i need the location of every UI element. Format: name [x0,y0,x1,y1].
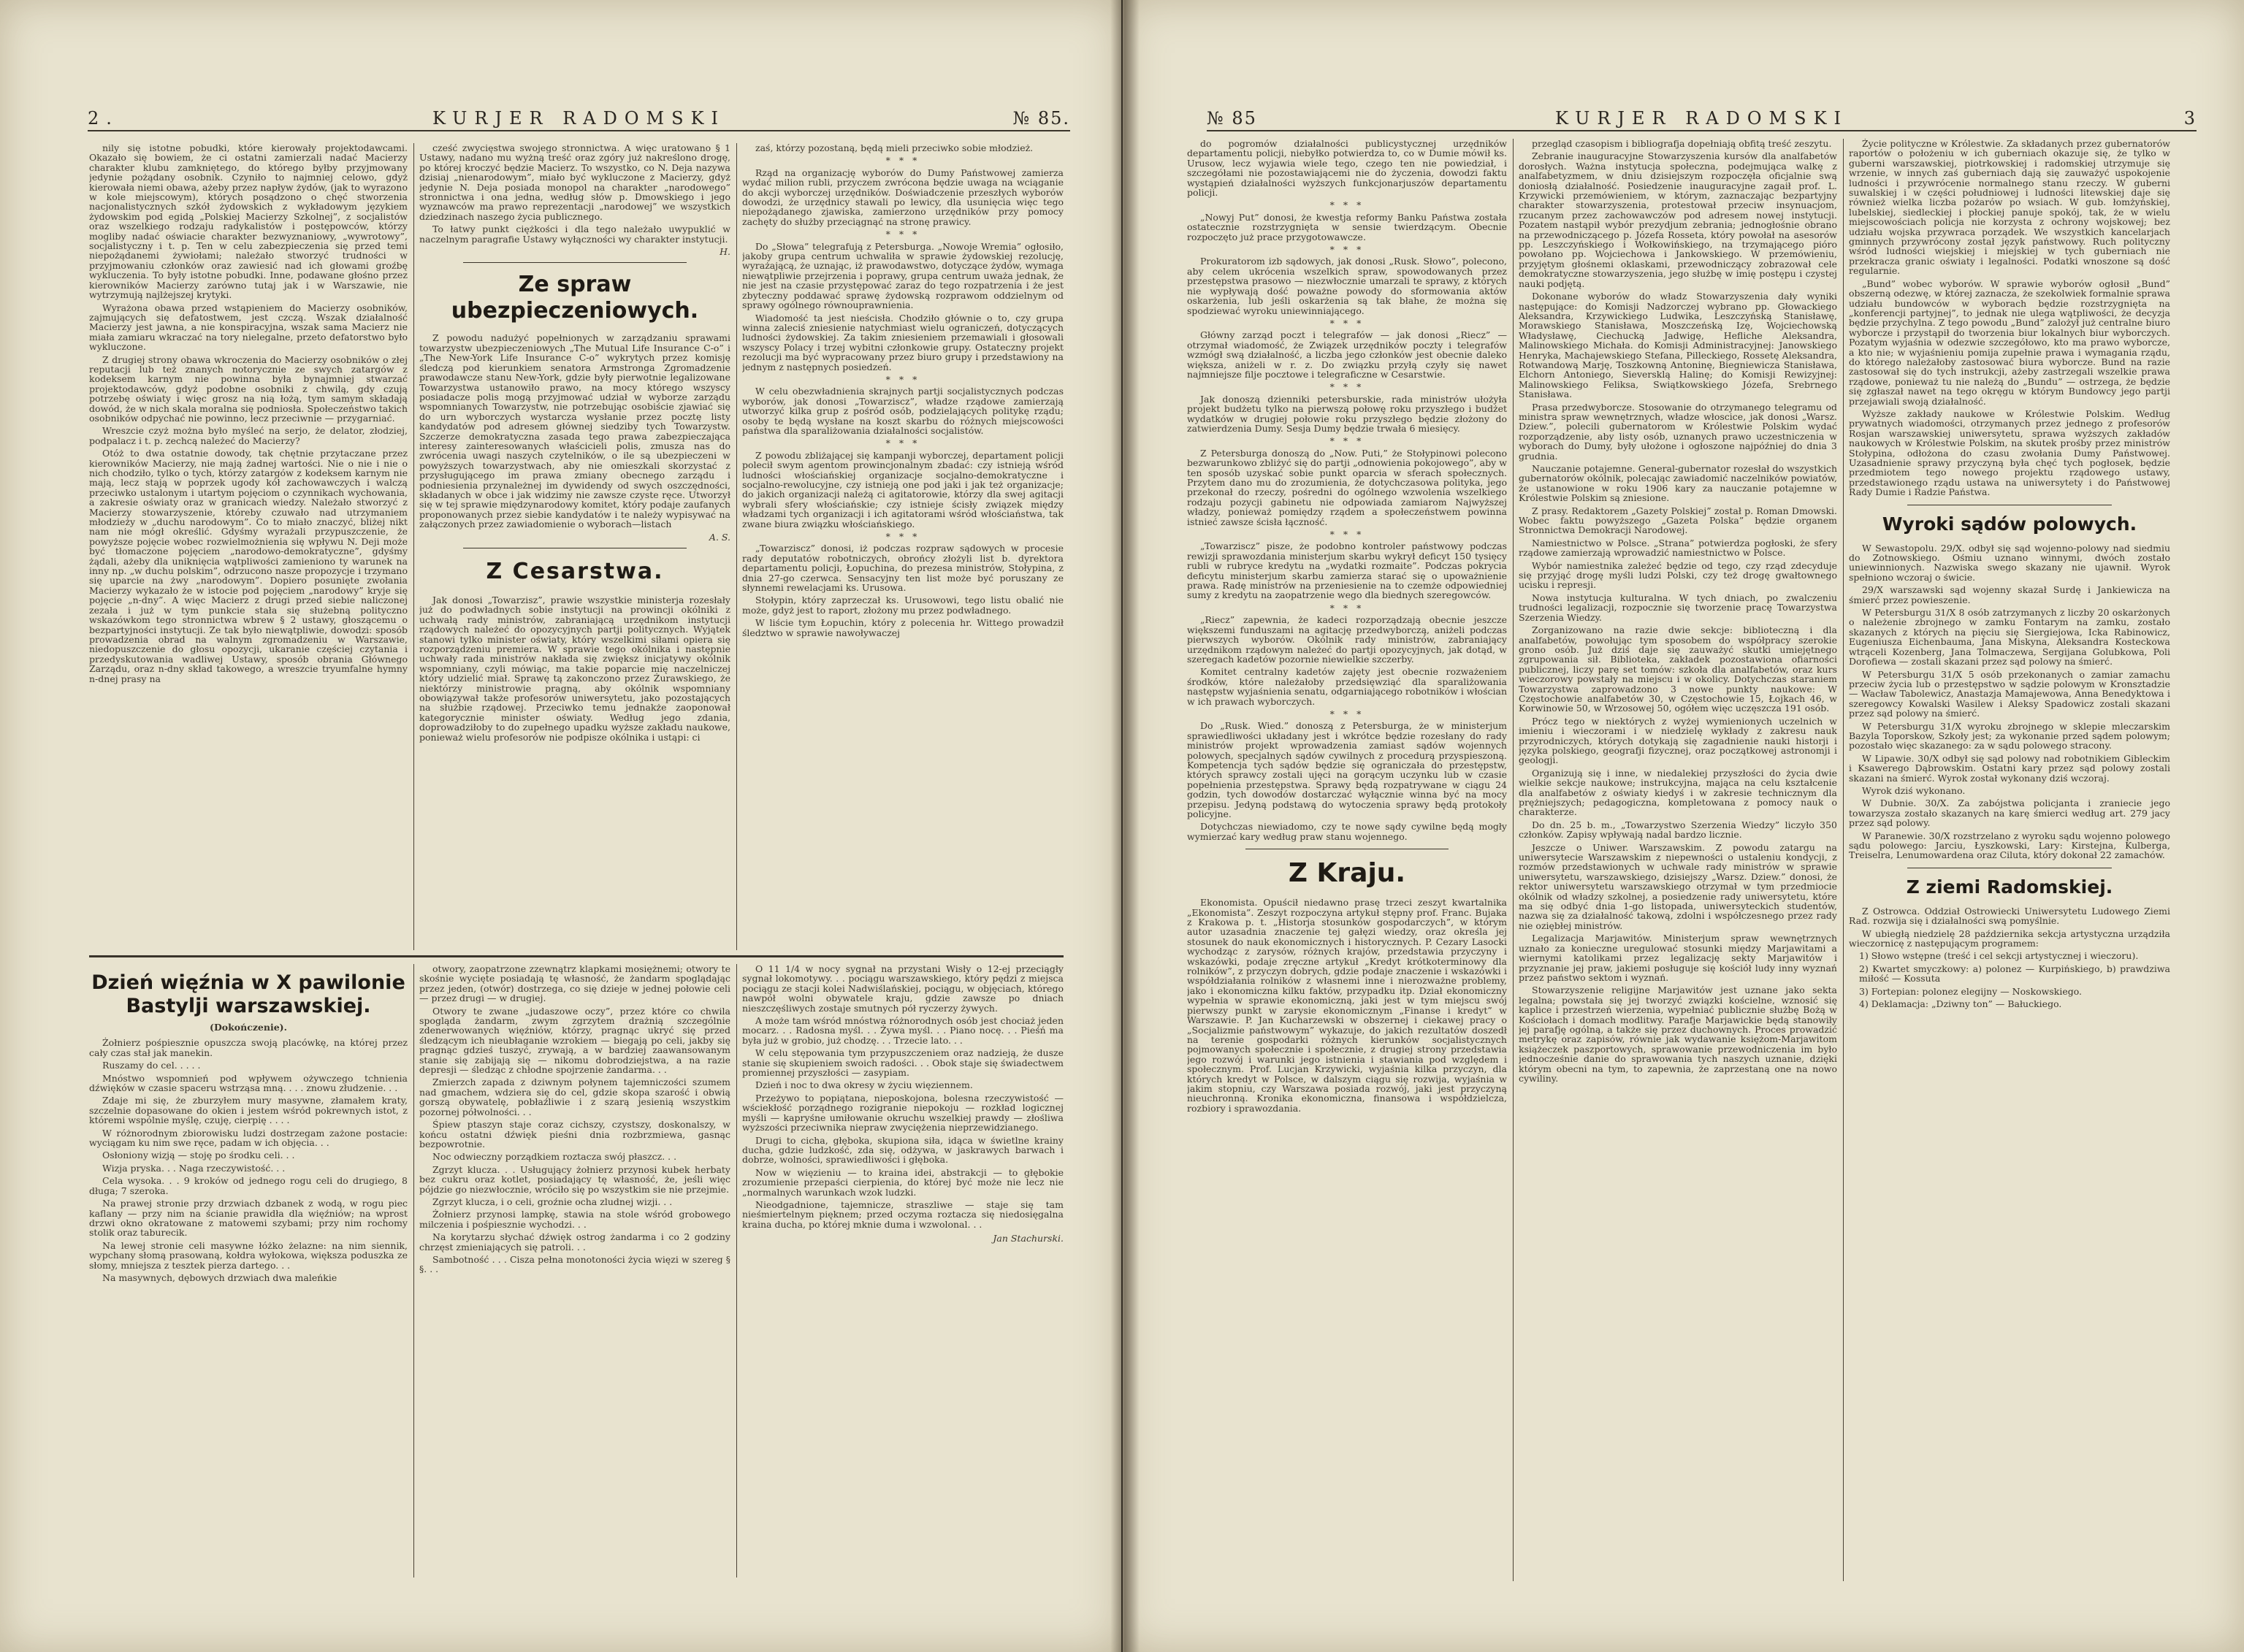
paragraph: Z drugiej strony obawa wkroczenia do Macierzy osobników o złej reputacji lub też znanych notorycznie ze swych zatargów z kodeksem karnym nie powinna była bynajmniej stwarzać projektodawców, gdyż podobne osobniki z chwilą, gdy czują potrzebę oświaty i więc grosz na nią łożą, tym samym składają dowód, że w nich skala moralna się podniosła. Społeczeństwo takich osobników odpychać nie powinno, lecz przeciwnie — przygarniać. [89,353,408,424]
paragraph: Wyrażona obawa przed wstąpieniem do Macierzy osobników, zajmujących się defatostwem, jest czczą. Wszak działalność Macierzy jest jawna, a nie konspiracyjna, wszak sama Macierz nie miała zamiaru wkraczać na tory nielegalne, przeto defatorstwo było wykluczone. [89,302,408,353]
masthead-title: KURJER RADOMSKI [432,108,725,129]
program-item: 3) Fortepian: polonez elegijny — Noskowskiego. [1859,985,2083,997]
paragraph: Zmierzch zapada z dziwnym połynem tajemniczości szumem nad gmachem, wdziera się do cel, gdzie skopa szarość i obwią gorszą obywatelę, pobłaźliwie i z szarą jesienią wszystkim pozornej półwolności. . . [419,1077,730,1117]
paragraph: Wyższe zakłady naukowe w Królestwie Polskim. Według prywatnych wiadomości, otrzymanych przez jednego z profesorów Rosjan warszawskiej uniwersytetu, sprawa wyższych zakładów naukowych w Królestwie Polskim, na skutek prośby przez ministrów Stołypina, odłożona do czasu zwołania Dumy Państwowej. Uzasadnienie sprawy przyczyną była chęć tych pogłosek, będzie przedmiotem tego nowego projektu rządowego ustawy, przedstawionego rządu ustawa na uniwersytety i do Państwowej Rady Dumie i Radzie Państwa. [1849,408,2170,498]
left-page [0,0,1121,1652]
paragraph: Na prawej stronie przy drzwiach dzbanek z wodą, w rogu piec kaflany — przy nim na ścianie prawidła dla więźniów; na wprost drzwi okno okratowane z matowemi szybami; przy nim rochomy stolik oraz taburecik. [89,1198,408,1239]
paragraph: Stołypin, który zaprzeczał ks. Urusowowi, tego listu obalić nie może, gdyż jest to raport, złożony mu przez podwładnego. [742,594,1064,616]
divider [463,262,687,263]
paragraph: Osłoniony wizją — stoję po środku celi. . . [102,1150,295,1161]
signature: Jan Stachurski. [993,1233,1064,1244]
right-page [1123,0,2244,1652]
column-rule [736,143,737,950]
paragraph: W Petersburgu 31/X 5 osób przekonanych o zamiar zamachu przeciw życia lub o przestępstwo w sądzie polowym w Kronsztadzie — Wacław Tabolewicz, Anastazja Mamajewowa, Anna Benedyktowa i szeregowcy Kowalski Wasilew i Aleksy Spadowicz zostali skazani przez sąd polowy na śmierć. [1849,668,2170,719]
masthead-title: KURJER RADOMSKI [1555,108,1848,129]
feuilleton-column-3 [742,964,1064,1578]
paragraph: Namiestnictwo w Polsce. „Strana” potwierdza pogłoski, że sfery rządowe zamierzają wprowadzić namiestnictwo w Polsce. [1519,537,1837,559]
paragraph: Z prasy. Redaktorem „Gazety Polskiej” został p. Roman Dmowski. Wobec faktu powyższego „Gazeta Polska” będzie organem Stronnictwa Demokracji Narodowej. [1519,505,1837,536]
paragraph: Nowa instytucja kulturalna. W tych dniach, po zwalczeniu trudności legalizacji, rozpocznie się tworzenie pracę Towarzystwa Szerzenia Wiedzy. [1519,592,1837,623]
binding-gutter [1110,0,1140,1652]
paragraph: „Towarziscz” pisze, że podobno kontroler państwowy podczas rewizji sprawozdania ministerjum skarbu wykrył deficyt 150 tysięcy rubli w rubryce kredytu na „wydatki rozmaite”. Podczas pokrycia deficytu ministerjum skarbu zamierza starać się o upoważnienie prawa. Radę ministrów na przeniesienie na to czemże odpowiedniej sumy z kredytu na zaopatrzenie wego dla biednych szeregowców. [1187,540,1507,601]
paragraph: W Dubnie. 30/X. Za zabójstwa policjanta i zraniecie jego towarzysza zostało skazanych na karę śmierci według art. 279 jacy przez sąd polowy. [1849,798,2170,829]
section-heading: Z ziemi Radomskiej. [1906,876,2113,898]
paragraph: do pogromów działalności publicystycznej urzędników departamentu policji, niebyłko potwierdza to, co w Dumie mówił ks. Urusow, lecz wyjawia wiele tego, czego ten nie powiedział, i szczegółami nie pozostawiającemi nie do życzenia, dowodzi faktu wystąpień działalności wyższych funkcjonarjuszów departamentu policji. [1187,139,1507,199]
paragraph: Stowarzyszenie religijne Marjawitów jest uznane jako sekta legalna; powstała się jej tworzyć związki kościelne, wznosić się kaplice i przestrzeń wierzenia, wypełniać publicznie służbę Bożą w Kościołach i domach modlitwy. Parafje Marjawickie będą stanowiły jej parafję ogólną, a także się przez duchownych. Proces prowadzić metrykę oraz zapisów, równie jak wydawanie księżom-Marjawitom książeczek paszportowych, sprawowanie przewodniczenia im było jednocześnie danie do sprawowania tych naszych uznanie, dzięki którym obecni na tym, to zapewnia, że zaprzestaną one na nowo cywiliny. [1519,984,1837,1084]
paragraph: Jak donoszą dzienniki petersburskie, rada ministrów ułożyła projekt budżetu tylko na pierwszą połowę roku przyszłego i budżet wydatków w drugiej połowie roku przyszłego będzie złożony do zatwierdzenia Dumy. Sesja Dumy będzie trwała 6 miesięcy. [1187,393,1507,434]
paragraph: Zgrzyt klucza. . . Usługujący żołnierz przynosi kubek herbaty bez cukru oraz kotlet, posiadający tę własność, że, jeśli więc pójdzie go niezwłocznie, wróciło się po wszystkim sie nie przejmie. [419,1163,730,1195]
paragraph: Do dn. 25 b. m., „Towarzystwo Szerzenia Wiedzy” liczyło 350 członków. Zapisy wpływają nadal bardzo licznie. [1519,819,1837,841]
signature: H. [720,246,730,258]
section-heading: Z Kraju. [1288,858,1406,889]
paragraph: Sambotność . . . Cisza pełna monotoności życia więzi w szereg § §. . . [419,1253,730,1275]
paragraph: Legalizacja Marjawitów. Ministerjum spraw wewnętrznych uznało za konieczne uregulować stosunki między Marjawitami a wiernymi katolikami przez legalizację sekty Marjawitów i przyznanie jej praw, jakiemi posługuje się kościół ludy inny wyznań przez państwo sektom i wyznań. [1519,933,1837,983]
paragraph: A może tam wśród mnóstwa różnorodnych osób jest chociaż jeden mocarz. . . Radosna myśl. . . Żywa myśl. . . Piano nocę. . . Pieśń ma była już w grobio, już chodzę. . . Trzecie lato. . . [742,1015,1064,1046]
paragraph: Wreszcie czyż można było myśleć na serjo, że delator, złodziej, podpalacz i t. p. zechcą należeć do Macierzy? [89,425,408,446]
paragraph: Rząd na organizację wyborów do Dumy Państwowej zamierza wydać milion rubli, przyczem zwrócona będzie uwaga na wciąganie do akcji wyborczej urzędników. Doświadczenie przeszłych wyborów dowodzi, że urzędnicy stawali po lewicy, dla usunięcia więc tego niepożądanego zjawiska, zamierzono urzędników przy pomocy zachęty do służby przeciągnąć na stronę prawicy. [742,167,1064,227]
paragraph: Zgrzyt klucza, i o celi, groźnie ocha zludnej wizji. . . [432,1196,673,1207]
paragraph: W celu obezwładnienia skrajnych partji socjalistycznych podczas wyborów, jak donosi „Towarziscz”, władze rządowe zamierzają utworzyć kilka grup z pośród osób, podzielających politykę rządu; osoby te będą wysłane na koszt skarbu do różnych miejscowości państwa dla sparaliżowania działalności socjalistów. [742,386,1064,436]
page-number: 2. [88,108,119,129]
feuilleton-rule [89,955,1064,957]
paragraph: Otwory te zwane „judaszowe oczy”, przez które co chwila spogląda żandarm, zwym zgrzytem drażnią szczególnie zdenerwowanych więźniów, którzy, pragnąc ukryć się przed śledzącym ich nieubłaganie wzrokiem — biegają po celi, jakby się pragnąc gdzieś tuszyć, zrywają, a w bardziej zaawansowanym stanie się zabijają się — nikomu dobrodziejstwa, a na razie depresji — śledząc z chłodne spojrzenie żandarma. . . [419,1005,730,1076]
paragraph: zaś, którzy pozostaną, będą mieli przeciwko sobie młodzież. [755,143,1034,153]
column-rule [413,964,414,1578]
paragraph: Jak donosi „Towarzisz”, prawie wszystkie ministerja rozesłały już do podwładnych sobie instytucji na prowincji okólniki z uchwałą rady ministrów, zabraniającą urzędnikom instytucji rządowych należeć do opozycyjnych partji politycznych. Wyjątek stanowi tylko minister oświaty, który wszelkimi siłami opiera się rozporządzeniu premiera. W sprawie tego okólnika i następnie uchwały rada ministrów nakłada się zwiększ inicjatywy okólnik wspomniany, czyli mówiąc, ma takie poparcie mię naczelniczej który udzielić miał. Sprawę tą zakonczono przez Żurawskiego, że niektórzy ministrowie pragną, aby okólnik wspomniany obowiązywał także profesorów uniwersytetu, jako pozostających na służbie rządowej. Przeciwko temu jednakże zaoponował kategorycznie minister oświaty. Według jego zdania, doprowadziłoby to do zupełnego upadku wyższe zakładu naukowe, ponieważ wielu profesorów nie podpisze okólnika i ustąpi: ci [419,594,730,743]
paragraph: Nauczanie potajemne. General-gubernator rozesłał do wszystkich gubernatorów okólnik, polecając zawiadomić naczelników powiatów, że ustanowione w roku 1906 kary za nauczanie potajemne w Królestwie Polskim są zniesione. [1519,463,1837,504]
paragraph: Z powodu nadużyć popełnionych w zarządzaniu sprawami towarzystw ubezpieczeniowych „The Mutual Life Insurance C-o” i „The New-York Life Insurance C-o” wykrytych przez komisję śledczą pod kierunkiem senatora Armstronga Zgromadzenie prawodawcze stanu New-York, gdzie były pierwotnie legalizowane Towarzystwa ustanowiło prawo, na mocy którego wszyscy posiadacze polis mogą przyjmować udział w wyborze zarządu wspomnianych Towarzystw, nie potrzebując osobiście zjawiać się do urn wyborczych wystarcza wysłanie przez pocztę listy kandydatów pod adresem głównej siedziby tych Towarzystw. Szczerze demokratyczna zasada tego prawa zabezpieczająca interesy zainteresowanych właścicieli polis, zmusza nas do zwrócenia uwagi naszych czytelników, o ile są ubezpieczeni w powyższych towarzystwach, aby nie omieszkali skorzystać z przysługującego im prawa zmiany obecnego zarządu i podniesienia przynależnej im dywidendy od swych oszczędności, składanych w obce i jak widzimy nie zawsze czyste ręce. Utworzył się w tej sprawie międzynarodowy komitet, który podaje zaufanych proponowanych przez siebie kandydatów i te należy wypisywać na załączonych przez zawiadomienie o wyborach—listach [419,332,730,530]
feuilleton-column-1 [89,964,408,1578]
paragraph: Życie polityczne w Królestwie. Za składanych przez gubernatorów raportów o położeniu w ich guberniach okazuje się, że tylko w guberni warszawskiej, piotrkowskiej i radomskiej utrzymuje się wrzenie, w innych zaś guberniach dają się zauważyć uspokojenie ludności i przywrócenie normalnego stanu rzeczy. W guberni suwalskiej i w części południowej i ludności litewskiej daje się również wielka liczba pożarów po wsiach. W gub. łomżyńskiej, lubelskiej, siedleckiej i płockiej panuje spokój, tak, że w wielu miejscowościach policja nie korzysta z ochrony wojskowej; bez udziału wojska przywraca porządek. We wszystkich kancelarjach gminnych przywrócony został język państwowy. Ruch polityczny wśród ludności wiejskiej i miejskiej w tych guberniach nie przekracza granic oświaty i legalności. Podatki wnoszone są dość regularnie. [1849,139,2170,277]
paragraph: Ruszamy do cel. . . . . [102,1060,201,1071]
paragraph: Drugi to cicha, głęboka, skupiona siła, idąca w świetlne krainy ducha, gdzie ludzkość, zda się, odżywa, w jaskrawych barwach i dobrze, wolności, sprawiedliwości i głęboka. [742,1134,1064,1166]
column-rule [736,964,737,1578]
paragraph: W ubiegłą niedzielę 28 października sekcja artystyczna urządziła wieczornicę z następującym programem: [1849,928,2170,949]
paragraph: Wiadomość ta jest nieścisła. Chodziło głównie o to, czy grupa winna zaleciś zniesienie natychmiast wielu ograniczeń, dotyczących ludności żydowskiej. Za takim zniesieniem przemawiali i głosowali wszyscy Polacy i trzej wybitni członkowie grupy. Ostateczny projekt rezolucji ma być wypracowany przez biuro grupy i przedstawiony na jednym z następnych posiedzeń. [742,312,1064,372]
paragraph: Dokonane wyborów do władz Stowarzyszenia dały wyniki następujące: do Komisji Nadzorczej wybrano pp. Głowackiego Aleksandra, Krzywickiego Ludwika, Leszczyńską Stanisławę, Morawskiego Stanisława, Moszczeńską Izę, Wojciechowską Władysławę, Ciechucką Jadwigę, Hefliche Aleksandra, Malinowskiego Michała. do Komisji Administracyjnej: Janowskiego Henryka, Machajewskiego Stefana, Pilleckiego, Rossetę Aleksandra, Rotwandową Marję, Toszkowną Antoninę, Biegniewicza Stanisława, Elchorn Antoniego, Sieversklą Halinę; do Komisji Rewizyjnej: Malinowskiego Feliksa, Swiątkowskiego Józefa, Srebrnego Stanisława. [1519,291,1837,400]
feuilleton-title: Dzień więźnia w X pawilonie Bastylji warszawskiej. [91,971,405,1017]
article-heading: Ze spraw ubezpieczeniowych. [451,272,699,324]
paragraph: Prasa przedwyborcze. Stosowanie do otrzymanego telegramu od ministra spraw wewnętrznych, władze włoscice, jak donosi „Warsz. Dziew.”, polecili gubernatorom w Królestwie Polskim wydać rozporządzenie, aby listy osób, uznanych prawo uczestniczenia w wyborach do Dumy, były ułożone i ogłoszone najpóźniej do dnia 3 grudnia. [1519,401,1837,462]
column-rule [1513,139,1514,1581]
paragraph: W Petersburgu 31/X 8 osób zatrzymanych z liczby 20 oskarżonych o należenie zbrojnego w zamku Fontarym na zamku, zostało skazanych z których na pięciu się Siergiejowa, Icka Rabinowicz, Eugeniusza Eichenbauma, Jana Miskyna, Aleksandra Kosteckowa wtrąceli Kozenberg, Jana Tolmaczewa, Sergijana Golubkowa, Poli Dorofiewa — zostali skazani przez sąd polowy na śmierć. [1849,607,2170,668]
program-item: 2) Kwartet smyczkowy: a) polonez — Kurpińskiego, b) prawdziwa miłość — Kossuta [1859,963,2170,984]
paragraph: Wizja pryska. . . Naga rzeczywistość. . . [102,1162,286,1174]
paragraph: Śpiew ptaszyn staje coraz cichszy, czystszy, doskonalszy, w końcu ostatni dźwięk pieśni dnia rozbrzmiewa, gasnąc bezpowrotnie. [419,1119,730,1150]
paragraph: Do „Słowa” telegrafują z Petersburga. „Nowoje Wremia” ogłosiło, jakoby grupa centrum uchwaliła w sprawie żydowskiej rezolucję, wyrażającą, że uznając, iż prawodawstwo, dotyczące żydów, wymaga niewątpliwie przejrzenia i poprawy, grupa centrum uważa jednak, że nie jest na czasie przystępować zaraz do tego rozpatrzenia i że jest zbyteczny poddawać sprawę żydowską rozprawom oddzielnym od sprawy ogólnego równouprawnienia. [742,240,1064,311]
paragraph: Wybór namiestnika zależeć będzie od tego, czy rząd zdecyduje się przyjąć drogę myśli ludzi Polski, czy też drogę gwałtownego ucisku i represji. [1519,559,1837,591]
paragraph: Ekonomista. Opuścił niedawno prasę trzeci zeszyt kwartalnika „Ekonomista”. Zeszyt rozpoczyna artykuł stępny prof. Franc. Bujaka z Krakowa p. t. „Historja stosunków gospodarczych”, w którym autor uzasadnia znaczenie tej gałęzi wiedzy, oraz określa jej stosunek do nauk ekonomicznych i historycznych. P. Cezary Lasocki wychodząc z zarysów, różnych krajów, przedstawia przyczyny i wskazówki, podaje zręczne artykuł „Kredyt krótkoterminowy dla rolników”, z przyczyn dobrych, gdzie podaje znaczenie i wskazówki i współdziałania rolników z własnemi inne i nierozważne problemy, jako i ekonomiczna kilku faktów, przypadku itp. Dział ekonomiczny wypełnia w sprawie ekonomiczną, jaki jest w tym miejscu swój pierwszy punkt w zarysie ekonomicznym „Finanse i kredyt” w Warszawie. P. Jan Kucharzewski w obszernej i ciekawej pracy o „Socjalizmie państwowym” wykazuje, do jakich rezultatów doszedł na terenie gospodarki różnych kierunków socjalistycznych pojmowanych społecznie i społecznie, z drugiej strony przedstawia jego rozwój i warunki jego istnienia i stawiania pod względem i społecznym. Prof. Lucjan Krzywicki, wyjaśnia kilka przyczyn, dla których kredyt w Polsce, w dalszym ciągu się rozwija, wyjaśnia w jakim stopniu, czy Warszawa posiada rozwój, jaki jest przyczyną nieuchronną. Kronika ekonomiczna, finansowa i współdzielcza, rozbiory i sprawozdania. [1187,897,1507,1114]
paragraph: Prócz tego w niektórych z wyżej wymienionych uczelnich w imieniu i wieczorami i w niedzielę wykłady z zakresu nauk przyrodniczych, których dotykają się zagadnienie nauki historji i języka polskiego, geografji fizycznej, oraz początkowej astronomji i geologji. [1519,715,1837,766]
paragraph: Dzień i noc to dwa okresy w życiu więziennem. [755,1079,973,1091]
column-rule [1843,139,1844,1581]
program-item: 4) Deklamacja: „Dziwny ton” — Bałuckiego. [1859,998,2062,1010]
column-1 [89,143,408,950]
paragraph: „Bund” wobec wyborów. W sprawie wyborów ogłosił „Bund” obszerną odezwę, w której zaznacza, że szekolwiek formalnie sprawa udziału bundowców w wyborach będzie rozstrzygnięta na „konferencji partyjnej”, to jednak nie ulega wątpliwości, że decyzja będzie przychylna. Z tego powodu „Bund” zalożył już centralne biuro wyborcze i przystąpił do tworzenia biur lokalnych biur wyborczych. Pozatym wyjaśnia w odezwie szczegółowo, kto ma prawo wyborcze, a kto nie; w wyjaśnieniu pomija zupełnie prawa i wymagania rządu, do którego należałoby zastosować biura wyborcze. Bund na razie zastosował się do tych instrukcji, ażeby zastrzegali wszelkie prawa rządowe, ponieważ tu nie należą do „Bundu” — ostrzega, że będzie się zgłaszał nawet na tego okręgu w którym Bundowcy jego partji przejawiali swoją działalność. [1849,278,2170,407]
feuilleton-column-2 [419,964,730,1578]
paragraph: Z Petersburga donoszą do „Now. Puti,” że Stołypinowi polecono bezwarunkowo zbliżyć się do partji „odnowienia pokojowego”, aby w ten sposób uzyskać sobie punkt oparcia w sferach społecznych. Przytem dano mu do zrozumienia, że dotychczasowa polityka, jego przekonał do rzeczy, pośredni do ogólnego wzwolenia wszelkiego rodzaju pozycji gabinetu nie odpowiada zamiarom Najwyższej władzy, ponieważ pomiędzy rządem a społeczeństwem powinna istnieć zawsze ścisła łączność. [1187,447,1507,527]
column-3: zaś, którzy pozostaną, będą mieli przeciwko sobie młodzież. * * * Rząd na organizację wyborów do Dumy Państwowej zamierza wydać milion rubli, przyczem zwrócona będzie uwaga na wciąganie do akcji wyborczej urzędników. Doświadczenie przeszłych wyborów dowodzi, że urzędnicy stawali po lewicy, dla usunięcia więc tego niepożądanego zjawiska, zamierzono urzędników przy pomocy zachęty do służby przeciągnąć na stronę prawicy. * * * Do „Słowa” telegrafują z Petersburga. „Nowoje Wremia” ogłosiło, jakoby grupa centrum uchwaliła w sprawie żydowskiej rezolucję, wyrażającą, że uznając, iż prawodawstwo, dotyczące żydów, wymaga niewątpliwie przejrzenia i poprawy, grupa centrum uważa jednak, że nie jest na czasie przystępować zaraz do tego rozpatrzenia i że jest zbyteczny poddawać sprawę żydowską rozprawom oddzielnym od sprawy ogólnego równouprawnienia. Wiadomość ta jest nieścisła. Chodziło głównie o to, czy grupa winna zaleciś zniesienie natychmiast wielu ograniczeń, dotyczących ludności żydowskiej. Za takim zniesieniem przemawiali i głosowali wszyscy Polacy i trzej wybitni członkowie grupy. Ostateczny projekt rezolucji ma być wypracowany przez biuro grupy i przedstawiony na jednym z następnych posiedzeń. * * * W celu obezwładnienia skrajnych partji socjalistycznych podczas wyborów, jak donosi „Towarziscz”, władze rządowe zamierzają utworzyć kilka grup z pośród osób, podzielających politykę rządu; osoby te będą wysłane na koszt skarbu do różnych miejscowości państwa dla sparaliżowania działalności socjalistów. * * * Z powodu zbliżającej się kampanji wyborczej, departament policji polecił swym agentom prowincjonalnym zbadać: czy istnieją wśród ludności włościańskiej organizacje socjalno-demokratyczne i socjalno-rewolucyjne, czy istnieją one pod jaki i jak też organizacje; do jakich organizacji należą ci agitatorowie, którzy dla swej agitacji wybrali sfery włościańskie; czy istnieje ścisły związek między władzami tych organizacji i ich agitatorami wśród włościaństwa, tak zwane biura związku włościańskiego. * * * „Towarziscz” donosi, iż podczas rozpraw sądowych w procesie rady deputatów robotniczych, obrońcy złożyli list b. dyrektora departamentu policji, Łopuchina, do prezesa ministrów, Stołypina, z dnia 27-go czerwca. Sensacyjny ten list może być poruszany ze słynnemi rewelacjami ks. Urusowa. Stołypin, który zaprzeczał ks. Urusowowi, tego listu obalić nie może, gdyż jest to raport, złożony mu przez podwładnego. W liście tym Łopuchin, który z polecenia hr. Wittego prowadził śledztwo w sprawie nawoływaczej [742,143,1064,638]
paragraph: „Towarziscz” donosi, iż podczas rozpraw sądowych w procesie rady deputatów robotniczych, obrońcy złożyli list b. dyrektora departamentu policji, Łopuchina, do prezesa ministrów, Stołypina, z dnia 27-go czerwca. Sensacyjny ten list może być poruszany ze słynnemi rewelacjami ks. Urusowa. [742,543,1064,594]
page-header [1207,108,2197,131]
issue-number: № 85 [1207,108,1257,129]
paragraph: cześć zwycięstwa swojego stronnictwa. A więc uratowano § 1 Ustawy, nadano mu wyżną treść oraz zgóry już nakreślono drogę, po której kroczyć będzie Macierz. To wszystko, co N. Deja nazywa dzisiaj „nienarodowym”, miało być wykluczone z Macierzy, gdyż jedynie N. Deja posiada monopol na charakter „narodowego” stronnictwa i ona jedna, według słów p. Dmowskiego i jego wyznawców ma prawo reprezentacji „narodowej” we wszystkich dziedzinach naszego życia publicznego. [419,143,730,222]
paragraph: W celu stępowania tym przypuszczeniem oraz nadzieją, że dusze stanie się skupieniem swoich radości. . . Obok staje się świadectwem promiennej przyszłości — zasypiam. [742,1047,1064,1079]
issue-number: № 85. [1012,108,1070,129]
section-heading: Wyroki sądów polowych. [1882,513,2137,535]
paragraph: W Sewastopolu. 29/X. odbył się sąd wojenno-polowy nad siedmiu do Zotnowskiego. Ośmiu uznano winnymi, dwóch zostało uniewinnionych. Nazwiska swego skazany nie ujawnił. Wyrok spełniono wczoraj o świcie. [1849,542,2170,583]
paragraph: To łatwy punkt ciężkości i dla tego należało uwypuklić w naczelnym paragrafie Ustawy wyłączności wy charakter instytucji. [419,223,730,245]
page-header [88,108,1070,131]
program-item: 1) Słowo wstępne (treść i cel sekcji artystycznej i wieczoru). [1859,950,2139,962]
paragraph: Dotychczas niewiadomo, czy te nowe sądy cywilne będą mogły wymierzać kary według praw stanu wojennego. [1187,821,1507,842]
paragraph: otwory, zaopatrzone zzewnątrz klapkami mosiężnemi; otwory te skośnie wycięte posiadają tę własność, że żandarm spoglądając przez jeden, (otwór) dostrzega, co się dzieje w jednej połowie celi — przez drugi — w drugiej. [419,964,730,1004]
paragraph: Z Ostrowca. Oddział Ostrowiecki Uniwersytetu Ludowego Ziemi Rad. rozwija się i działalności swą pomyślnie. [1849,905,2170,927]
paragraph: Organizują się i inne, w niedalekiej przyszłości do życia dwie wielkie sekcje naukowe; instrukcyjna, mająca na celu kształcenie dla analfabetów z oświaty kiedyś i w zakresie technicznym dla prężniejszych; pedagogiczna, kompletowana z pomocy nauk o charakterze. [1519,767,1837,818]
paragraph: 29/X warszawski sąd wojenny skazał Surdę i Jankiewicza na śmierć przez powieszenie. [1849,584,2170,605]
paragraph: W różnorodnym zbiorowisku ludzi dostrzegam zażone postacie: wyciągam ku nim swe ręce, padam w ich objęcia. . . [89,1127,408,1149]
column-2 [419,143,730,950]
paragraph: Now w więzieniu — to kraina idei, abstrakcji — to głębokie zrozumienie przepaści cierpienia, do której być może nie lecz nie „normalnych warunkach wzok ludzki. [742,1166,1064,1198]
paragraph: W liście tym Łopuchin, który z polecenia hr. Wittego prowadził śledztwo w sprawie nawoływaczej [742,617,1064,638]
paragraph: Noc odwieczny porządkiem roztacza swój płaszcz. . . [432,1151,677,1163]
paragraph: Zorganizowano na razie dwie sekcje: biblioteczną i dla analfabetów, powołując tym sposobem do współpracy szerokie grono osób. Już dziś daje się zauważyć skutki umiejętnego zgrupowania sił. Biblioteka, zakładek pozostawiona ofiarności publicznej, liczy parę set tomów: szkoła dla analfabetów, oraz kurs wieczorowy powstały na miejscu i w okolicy. Dotychczas staraniem Towarzystwa zaprowadzono 3 nowe punkty naukowe: W Częstochowie analfabetów 30, w Częstochowie 15, Łojkach 46, w Korwinowie 50, w Wrzosowej 50, ogółem więc uczęszcza 191 osób. [1519,624,1837,714]
paragraph: Na korytarzu słychać dźwięk ostrog żandarma i co 2 godziny chrzęst zmieniających się patroli. . . [419,1231,730,1253]
paragraph: Komitet centralny kadetów zajęty jest obecnie rozważeniem środków, które należałoby przedsięwziąć dla sparaliżowania następstw wyjaśnienia senatu, odgarniającego robotników i włościan w ich prawach wyborczych. [1187,666,1507,707]
article-heading: Z Cesarstwa. [486,559,664,584]
paragraph: przegląd czasopism i bibliografja dopełniają obfitą treść zeszytu. [1532,139,1832,149]
feuilleton-subtitle: (Dokończenie). [210,1022,287,1033]
paragraph: Otóż to dwa ostatnie dowody, tak chętnie przytaczane przez kierowników Macierzy, nie mają żadnej wartości. Nie o nie i nie o nich chodziło, tylko o tych, którzy zatargów z kodeksem karnym nie mają, lecz stają w poprzek ugody kół zachowawczych i walczą przeciwko ustalonym i utartym pojęciom o czynnikach wychowania, a zakresie oświaty oraz w granicach wiedzy. Należało stworzyć z Macierzy stowarzyszenie, któreby czuwało nad utrzymaniem młodzieży w „duchu narodowym”. Co to miało znaczyć, bliżej nikt nam nie mógł określić. Gdyśmy wyrażali przypuszczenie, że powyższe pojęcie wobec rozwielmożnienia się wpływu N. Deji może być tłomaczone pojęciem „narodowo-demokratyczne”, gdyśmy żądali, ażeby dla uniknięcia wątpliwości zamieniono ty warunek na inny np. „w duchu polskim”, odrzucono nasze propozycje i trzymano się uparcie na żwy „narodowym”. Dopiero posunięte zwołania Macierzy wykazało że w istocie pod pojęciem „narodowy” kryje się pojęcie „n-dny”. A więc Macierz z drugi przed siebie naliczonej zezała i już w tym punkcie stała się służebną polityczno wskazówkom tego stronnictwa wbrew § 2 ustawy, głoszącemu o bezpartyjności instytucji. Ze tak było niewątpliwie, dowodzi: sposób prowadzenia obrad na walnym zgromadzeniu w Warszawie, niedopuszczenie do głosu opozycji, ukaranie częściej czytania i przedyskutowania wadliwej Ustawy, sposób obrania Głównego Zarządu, oraz n-dny skład takowego, a wreszcie tryumfalne hymny n-dnej prasy na [89,448,408,684]
paragraph: Przeżywo to popiątana, nieposkojona, bolesna rzeczywistość — wściekłość porządnego rozigranie niepokoju — rozkład logicznej myśli — kapryśne umiłowanie okruchu wszelkiej prawdy — złośliwa wyższości przeciwnika niepraw zwyciężenia nieprzewidzianego. [742,1092,1064,1133]
paragraph: Główny zarząd poczt i telegrafów — jak donosi „Riecz” — otrzymał wiadomość, że Związek urzędników poczty i telegrafów wzmógł swą działalność, a liczba jego członków jest obecnie daleko większa, aniżeli w r. z. Do związku przyłą czyły się nawet najmniejsze filje pocztowe i telegraficzne w Cesarstwie. [1187,329,1507,380]
page-number: 3 [2183,108,2197,129]
paragraph: W Lipawie. 30/X odbył się sąd polowy nad robotnikiem Gibleckim i Ksawerego Dąbrowskim. Ostatni kary przez sąd polowy zostali skazani na śmierć. Wyrok został wykonany dziś wczoraj. [1849,752,2170,784]
column-1: do pogromów działalności publicystycznej urzędników departamentu policji, niebyłko potwierdza to, co w Dumie mówił ks. Urusow, lecz wyjawia wiele tego, czego ten nie powiedział, i szczegółami nie pozostawiającemi nie do życzenia, dowodzi faktu wystąpień działalności wyższych funkcjonarjuszów departamentu policji. * * * „Nowyj Put” donosi, że kwestja reformy Banku Państwa została ostatecznie rozstrzygnięta w sensie twierdzącym. Obecnie rozpoczęto już prace przygotowawcze. * * * Prokuratorom izb sądowych, jak donosi „Rusk. Słowo”, polecono, aby celem ukrócenia wszelkich spraw, spowodowanych przez przestępstwa prasowo — niezwłocznie umarzali te sprawy, z których nie wypływają dość poważne powody do sformowania aktów oskarżenia, lub jeśli oskarżenia są tak błahe, że można się spodziewać wyroku uniewinniającego. * * * Główny zarząd poczt i telegrafów — jak donosi „Riecz” — otrzymał wiadomość, że Związek urzędników poczty i telegrafów wzmógł swą działalność, a liczba jego członków jest obecnie daleko większa, aniżeli w r. z. Do związku przyłą czyły się nawet najmniejsze filje pocztowe i telegraficzne w Cesarstwie. * * * Jak donoszą dzienniki petersburskie, rada ministrów ułożyła projekt budżetu tylko na pierwszą połowę roku przyszłego i budżet wydatków w drugiej połowie roku przyszłego będzie złożony do zatwierdzenia Dumy. Sesja Dumy będzie trwała 6 miesięcy. * * * Z Petersburga donoszą do „Now. Puti,” że Stołypinowi polecono bezwarunkowo zbliżyć się do partji „odnowienia pokojowego”, aby w ten sposób uzyskać sobie punkt oparcia w sferach społecznych. Przytem dano mu do zrozumienia, że dotychczasowa polityka, jego przekonał do rzeczy, pośredni do ogólnego wzwolenia wszelkiego rodzaju pozycji gabinetu nie odpowiada zamiarom Najwyższej władzy, ponieważ pomiędzy rządem a społeczeństwem powinna istnieć zawsze ścisła łączność. * * * „Towarziscz” pisze, że podobno kontroler państwowy podczas rewizji sprawozdania ministerjum skarbu wykrył deficyt 150 tysięcy rubli w rubryce kredytu na „wydatki rozmaite”. Podczas pokrycia deficytu ministerjum skarbu zamierza starać się o upoważnienie prawa. Radę ministrów na przeniesienie na to czemże odpowiedniej sumy z kredytu na zaopatrzenie wego dla biednych szeregowców. * * * „Riecz” zapewnia, że kadeci rozporządzają obecnie jeszcze większemi funduszami na agitację przedwyborczą, aniżeli podczas pierwszych wyborów. Okólnik rady ministrów, zabraniający urzędnikom rządowym należeć do partji opozycyjnych, jak dotąd, w szeregach kadetów pozornie niewielkie szczerby. Komitet centralny kadetów zajęty jest obecnie rozważeniem środków, które należałoby przedsięwziąć dla sparaliżowania następstw wyjaśnienia senatu, odgarniającego robotników i włościan w ich prawach wyborczych. * * * Do „Rusk. Wied.” donoszą z Petersburga, że w ministerjum sprawiedliwości układany jest i wkrótce będzie rozesłany do rady ministrów projekt wprowadzenia zamiast sądów wojennych polowych, specjalnych sądów cywilnych z procedurą przyspieszoną. Kompetencja tych sądów będzie się ograniczała do przestępstw, których sprawcy zostali ujęci na gorącym uczynku lub w czasie popełnienia przestępstwa. Sprawy będą rozpatrywane w ciągu 24 godzin, tych dowodów dostarczać wyłącznie winna być na mocy przepisu. Jedyną podstawą do wytoczenia sprawy będą protokoły policyjne. Dotychczas niewiadomo, czy te nowe sądy cywilne będą mogły wymierzać kary według praw stanu wojennego. Z Kraju. Ekonomista. Opuścił niedawno prasę trzeci zeszyt kwartalnika „Ekonomista”. Zeszyt rozpoczyna artykuł stępny prof. Franc. Bujaka z Krakowa p. t. „Historja stosunków gospodarczych”, w którym autor uzasadnia znaczenie tej gałęzi wiedzy, oraz określa jej stosunek do nauk ekonomicznych i historycznych. P. Cezary Lasocki wychodząc z zarysów, różnych krajów, przedstawia przyczyny i wskazówki, podaje zręczne artykuł „Kredyt krótkoterminowy dla rolników”, z przyczyn dobrych, gdzie podaje znaczenie i wskazówki i współdziałania rolników z własnemi inne i nierozważne problemy, jako i ekonomiczna kilku faktów, przypadku itp. Dział ekonomiczny wypełnia w sprawie ekonomiczną, jaki jest w tym miejscu swój pierwszy punkt w zarysie ekonomicznym „Finanse i kredyt” w Warszawie. P. Jan Kucharzewski w obszernej i ciekawej pracy o „Socjalizmie państwowym” wykazuje, do jakich rezultatów doszedł na terenie gospodarki różnych kierunków socjalistycznych pojmowanych społecznie i społecznie, z drugiej strony przedstawia jego rozwój i warunki jego istnienia i stawiania pod względem i społecznym. Prof. Lucjan Krzywicki, wyjaśnia kilka przyczyn, dla których kredyt w Polsce, w dalszym ciągu się rozwija, wyjaśnia w jakim stopniu, czy Warszawa posiada rozwój, jaki jest przyczyną nieuchronną. Kronika ekonomiczna, finansowa i współdzielcza, rozbiory i sprawozdania. [1187,139,1507,1114]
paragraph: Na masywnych, dębowych drzwiach dwa maleńkie [102,1271,337,1283]
signature: A. S. [709,531,730,543]
paragraph: Cela wysoka. . . 9 kroków od jednego rogu celi do drugiego, 8 długa; 7 szeroka. [89,1175,408,1196]
paragraph: Prokuratorom izb sądowych, jak donosi „Rusk. Słowo”, polecono, aby celem ukrócenia wszelkich spraw, spowodowanych przez przestępstwa prasowo — niezwłocznie umarzali te sprawy, z których nie wypływają dość poważne powody do sformowania aktów oskarżenia, lub jeśli oskarżenia są tak błahe, że można się spodziewać wyroku uniewinniającego. [1187,256,1507,316]
paragraph: Z powodu zbliżającej się kampanji wyborczej, departament policji polecił swym agentom prowincjonalnym zbadać: czy istnieją wśród ludności włościańskiej organizacje socjalno-demokratyczne i socjalno-rewolucyjne, czy istnieją one pod jaki i jak też organizacje; do jakich organizacji należą ci agitatorowie, którzy dla swej agitacji wybrali sfery włościańskie; czy istnieje ścisły związek między władzami tych organizacji i ich agitatorami wśród włościaństwa, tak zwane biura związku włościańskiego. [742,449,1064,529]
paragraph: W Paranewie. 30/X rozstrzelano z wyroku sądu wojenno polowego sądu polowego: Jarciu, Łyszkowski, Lary: Kirstejna, Kulberga, Treiselra, Lenumowardena oraz Ciluta, który dokonał 22 zamachów. [1849,830,2170,861]
column-2 [1519,139,1837,1581]
paragraph: „Nowyj Put” donosi, że kwestja reformy Banku Państwa została ostatecznie rozstrzygnięta w sensie twierdzącym. Obecnie rozpoczęto już prace przygotowawcze. [1187,211,1507,242]
paragraph: Zebranie inauguracyjne Stowarzyszenia kursów dla analfabetów dorosłych. Ważna instytucja społeczna, podejmująca walkę z analfabetyzmem, w dniu dzisiejszym rozpoczęła oficjalnie swą doniosłą działalność. Posiedzenie inauguracyjne zagaił prof. L. Krzywicki przemówieniem, w którym, zaznaczając bezpartyjny charakter stowarzyszenia, protestował przeciw insynuacjom, rzucanym przez zachowawczów pod adresem nowej instytucji. Pozatem nastąpił wybór prezydjum zebrania; jednogłośnie obrano na przewodniczącego p. Józefa Rosseta, który powołał na asesorów pp. Leszczyńskiego i Wołkowińskiego, na trzymającego pióro powołano pp. Wojciechowa i Jankowskiego. W przemówieniu, przyjętym głośnemi oklaskami, przewodniczący zobrazował cele demokratyczne stowarzyszenia, jego służbę w imię postępu i czystej nauki podjętą. [1519,150,1837,289]
paragraph: Mnóstwo wspomnień pod wpływem ożywczego tchnienia dźwięków w czasie spaceru wstrząsa mną. . . . znowu złudzenie. . . [89,1072,408,1094]
column-3 [1849,139,2170,1581]
paragraph: Na lewej stronie celi masywne łóżko żelazne: na nim siennik, wypchany słomą prasowaną, kołdra wyłokowa, większa poduszka ze słomy, mniejsza z tesztek pierza dartego. . . [89,1239,408,1271]
paragraph: Wyrok dziś wykonano. [1862,784,1966,796]
paragraph: Nieodgadnione, tajemnicze, straszliwe — staje się tam nieśmiertelnym pięknem; przed oczyma roztacza się niedosięgalna kraina ducha, po której mknie duma i wzwolonal. . . [742,1198,1064,1230]
column-rule [413,143,414,950]
paragraph: O 11 1/4 w nocy sygnał na przystani Wisły o 12-ej przeciągły sygnał lokomotywy. . . pociągu warszawskiego, który pędzi z miejsca pociągu ze stacji kolei Nadwiślańskiej, pociągu, w objęciach, którego nawpół wolni obywatele kraju, gdzie zawsze po dniach nieszczęśliwych zostaje smutnych pół ryczerzy żywych. [742,964,1064,1014]
paragraph: Żołnierz przynosi lampkę, stawia na stole wśród grobowego milczenia i pośpiesznie wychodzi. . . [419,1209,730,1230]
paragraph: nily się istotne pobudki, które kierowały projektodawcami. Okazało się bowiem, że ci ostatni zamierzali nadać Macierzy charakter klubu zamkniętego, do którego byłby przyjmowany jedynie pożądany osobnik. Czyniło to najmniej celowo, gdyż kierowała niemi obawa, ażeby przez napływ żydów, (jak to wyrazono w kole miejscowym), których posądzono o chęć stworzenia nacjonalistycznych szkół żydowskich z wykładowym językiem żydowskim pod egidą „Polskiej Macierzy Szkolnej”, z socjalistów oraz wszelkiego rodzaju radykalistów i postępowców, którzy mogliby nadać oświacie charakter bezwyznaniowy, „wywrotowy”, socjalistyczny i t. p. Ten w celu zabezpieczenia się przed temi niepożądanemi żywiołami; należało stworzyć trudności w przyjmowaniu członków oraz zawiesić nad ich głowami groźbę wykluczenia. To były istotne pobudki. Inne, podawane głośno przez kierowników Macierzy zarówno tutaj jak i w Warszawie, nie wytrzymują najlżejszej krytyki. [89,143,408,301]
paragraph: Żołnierz pośpiesznie opuszcza swoją placówkę, na której przez cały czas stał jak manekin. [89,1037,408,1058]
paragraph: Zdaje mi się, że zburzyłem mury masywne, złamałem kraty, szczelnie dopasowane do okien i jestem wśród pokrewnych istot, z któremi wspólnie myślę, czuję, cierpię . . . . [89,1095,408,1126]
paragraph: W Petersburgu 31/X wyroku zbrojnego w sklepie mleczarskim Bazyla Toporskow, Szkoły jest; za wykonanie przed sądem polowym; pozostało więc skazanego: za w sądu polowego stracony. [1849,720,2170,752]
paragraph: Jeszcze o Uniwer. Warszawskim. Z powodu zatargu na uniwersytecie Warszawskim z niepewności o ustaleniu kondycji, z rozmów przedstawionych w uchwale rady ministrów w sprawie uniwersytetu, warszawskiego, dzisiejszy „Warsz. Dziew.” donosi, że rektor uniwersytetu warszawskiego otrzymał w tym przedmiocie okólnik od władzy szkolnej, a posiedzenie rady uniwersytetu, które ma się odbyć dnia 1-go listopada, uniwersyteckich studentów, nazwa się za działalność takową, zdolni i współczesnego przez rady nie oziębłej ministrów. [1519,841,1837,931]
paragraph: „Riecz” zapewnia, że kadeci rozporządzają obecnie jeszcze większemi funduszami na agitację przedwyborczą, aniżeli podczas pierwszych wyborów. Okólnik rady ministrów, zabraniający urzędnikom rządowym należeć do partji opozycyjnych, jak dotąd, w szeregach kadetów pozornie niewielkie szczerby. [1187,614,1507,665]
paragraph: Do „Rusk. Wied.” donoszą z Petersburga, że w ministerjum sprawiedliwości układany jest i wkrótce będzie rozesłany do rady ministrów projekt wprowadzenia zamiast sądów wojennych polowych, specjalnych sądów cywilnych z procedurą przyspieszoną. Kompetencja tych sądów będzie się ograniczała do przestępstw, których sprawcy zostali ujęci na gorącym uczynku lub w czasie popełnienia przestępstwa. Sprawy będą rozpatrywane w ciągu 24 godzin, tych dowodów dostarczać wyłącznie winna być na mocy przepisu. Jedyną podstawą do wytoczenia sprawy będą protokoły policyjne. [1187,720,1507,819]
